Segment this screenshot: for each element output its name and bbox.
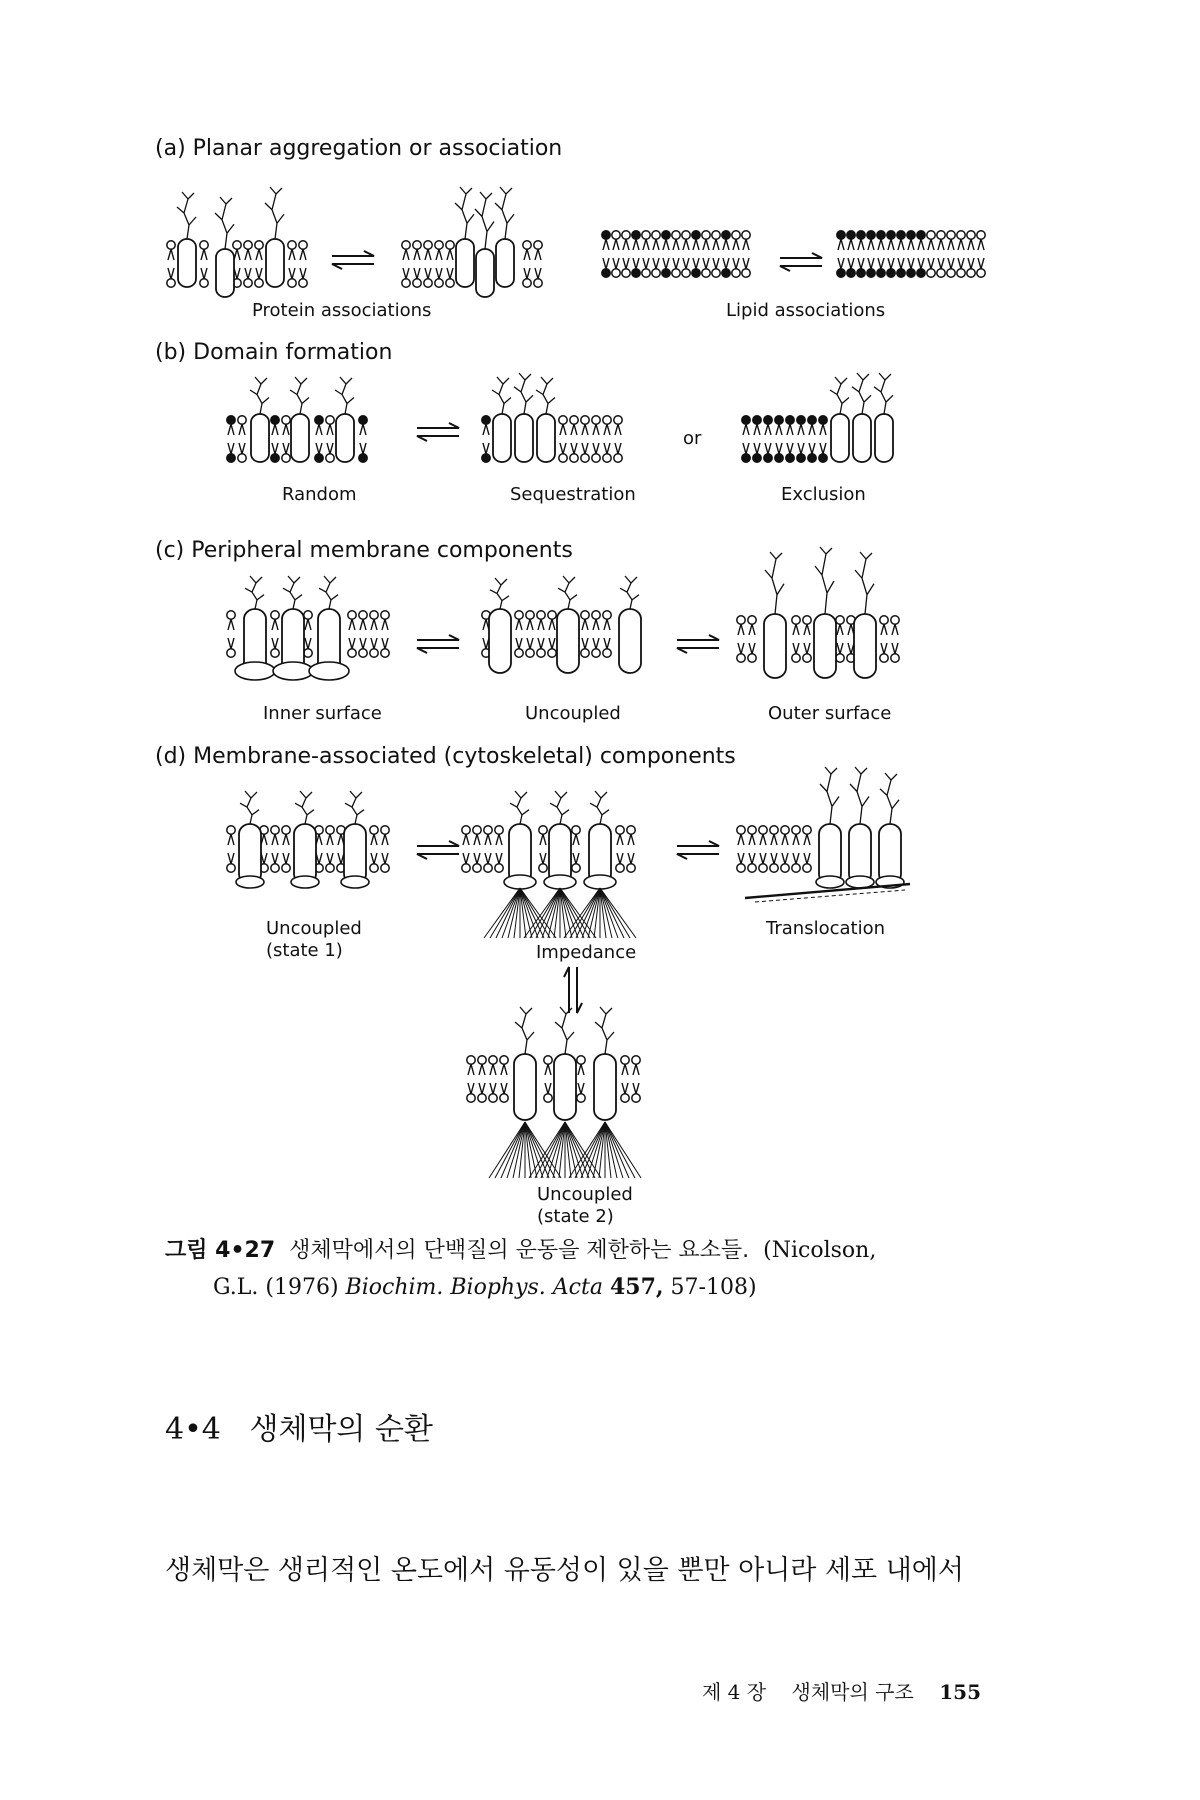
diagram-a-protein-aggregated — [400, 165, 555, 295]
label-impedance: Impedance — [536, 942, 637, 963]
body-paragraph: 생체막은 생리적인 온도에서 유동성이 있을 뿐만 아니라 세포 내에서 — [165, 1555, 964, 1586]
section-title: 생체막의 순환 — [249, 1412, 433, 1447]
diagram-b-exclusion — [740, 360, 900, 480]
label-inner-surface: Inner surface — [263, 703, 382, 724]
equilibrium-arrow-c2 — [675, 634, 721, 654]
caption-ref-author: G.L. (1976) — [213, 1275, 339, 1300]
caption-text: 생체막에서의 단백질의 운동을 제한하는 요소들. — [289, 1238, 750, 1263]
figure-caption — [165, 1233, 1065, 1306]
diagram-d-translocation — [735, 760, 915, 910]
label-uncoupled-c: Uncoupled — [525, 703, 621, 724]
diagram-d-impedance — [460, 770, 650, 945]
diagram-d-uncoupled-state2 — [465, 1005, 655, 1180]
section-number: 4•4 — [165, 1412, 221, 1447]
diagram-c-inner-surface — [225, 565, 400, 700]
footer-chapter: 제 4 장 — [702, 1680, 767, 1704]
equilibrium-arrow-a2 — [778, 252, 824, 272]
equilibrium-arrow-a1 — [330, 250, 376, 270]
diagram-c-uncoupled — [480, 565, 655, 700]
section-heading — [165, 1404, 433, 1448]
panel-d-title: (d) Membrane-associated (cytoskeletal) components — [155, 744, 736, 769]
label-outer-surface: Outer surface — [768, 703, 892, 724]
equilibrium-arrow-d1 — [415, 840, 461, 860]
diagram-a-protein-dispersed — [165, 165, 320, 295]
footer-title: 생체막의 구조 — [791, 1680, 914, 1704]
panel-a-title: (a) Planar aggregation or association — [155, 136, 563, 161]
caption-ref-journal: Biochim. Biophys. Acta — [345, 1275, 603, 1300]
panel-c-title: (c) Peripheral membrane components — [155, 538, 573, 563]
diagram-a-lipid-mixed — [600, 205, 765, 295]
equilibrium-arrow-b — [415, 422, 461, 442]
label-lipid-associations: Lipid associations — [726, 300, 886, 321]
label-uncoupled-state1: Uncoupled — [266, 918, 362, 939]
caption-number: 그림 4•27 — [165, 1238, 276, 1263]
page-footer — [702, 1676, 981, 1705]
label-sequestration: Sequestration — [510, 484, 636, 505]
label-protein-associations: Protein associations — [252, 300, 432, 321]
diagram-b-sequestration — [480, 370, 640, 480]
diagram-a-lipid-segregated — [835, 205, 1000, 295]
label-state1: (state 1) — [266, 940, 343, 961]
diagram-b-random — [225, 370, 385, 480]
equilibrium-arrow-d-vertical — [562, 965, 584, 1015]
label-state2: (state 2) — [537, 1206, 614, 1227]
page-number: 155 — [939, 1680, 981, 1704]
caption-ref-volume: 457, — [609, 1274, 664, 1300]
label-or: or — [683, 428, 702, 449]
label-translocation: Translocation — [766, 918, 885, 939]
label-uncoupled-state2: Uncoupled — [537, 1184, 633, 1205]
caption-ref-open: (Nicolson, — [763, 1238, 877, 1263]
label-exclusion: Exclusion — [781, 484, 866, 505]
diagram-d-uncoupled-state1 — [225, 770, 400, 910]
equilibrium-arrow-c1 — [415, 634, 461, 654]
caption-ref-pages: 57-108) — [670, 1275, 757, 1300]
equilibrium-arrow-d2 — [675, 840, 721, 860]
label-random: Random — [282, 484, 357, 505]
diagram-c-outer-surface — [735, 525, 910, 700]
panel-b-title: (b) Domain formation — [155, 340, 393, 365]
